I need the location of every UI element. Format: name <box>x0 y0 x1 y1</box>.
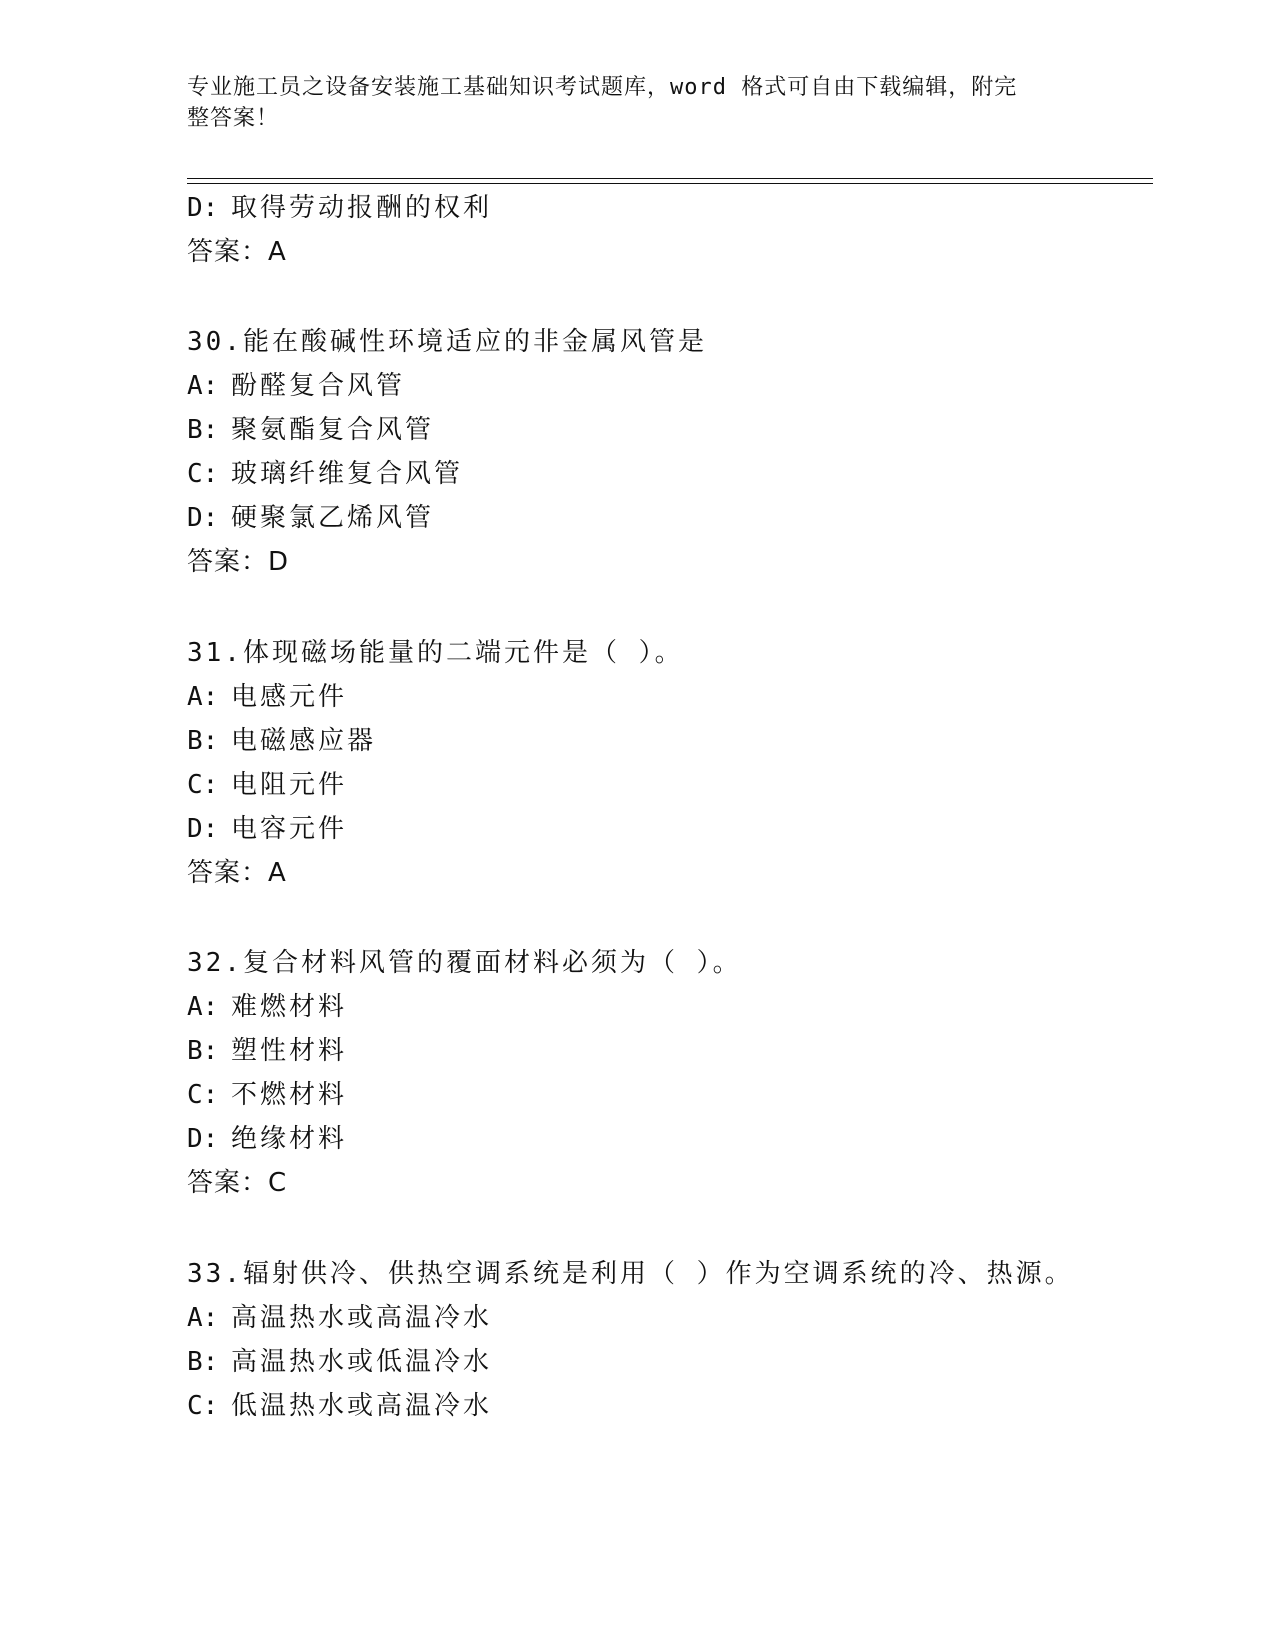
option-a <box>187 1302 492 1334</box>
option-text: 取得劳动报酬的权利 <box>231 193 493 223</box>
option-b <box>187 725 376 757</box>
option-text: 酚醛复合风管 <box>231 371 406 401</box>
option-text: 硬聚氯乙烯风管 <box>231 503 435 533</box>
option-letter: B: <box>187 726 219 756</box>
header-rule-top <box>187 178 1153 179</box>
option-text: 低温热水或高温冷水 <box>231 1391 493 1421</box>
header-text-line-1: 专业施工员之设备安装施工基础知识考试题库，word 格式可自由下载编辑，附完 <box>187 75 1018 100</box>
option-b <box>187 1346 492 1378</box>
option-c <box>187 1079 347 1111</box>
option-letter: B: <box>187 1036 219 1066</box>
option-text: 不燃材料 <box>231 1080 348 1110</box>
option-text: 难燃材料 <box>231 992 348 1022</box>
question-title: 32.复合材料风管的覆面材料必须为（ ）。 <box>187 948 742 978</box>
answer-line: 答案：C <box>187 1168 288 1198</box>
header-text-line-2: 整答案！ <box>187 106 280 131</box>
option-d <box>187 1123 347 1155</box>
answer-line: 答案：A <box>187 858 287 888</box>
option-text: 电感元件 <box>231 682 348 712</box>
option-text: 聚氨酯复合风管 <box>231 415 435 445</box>
option-letter: D: <box>187 193 219 223</box>
option-text: 电阻元件 <box>231 770 348 800</box>
option-letter: A: <box>187 371 219 401</box>
option-a <box>187 370 405 402</box>
option-letter: C: <box>187 1080 219 1110</box>
option-b <box>187 414 434 446</box>
option-letter: B: <box>187 1347 219 1377</box>
option-letter: A: <box>187 1303 219 1333</box>
option-a <box>187 681 347 713</box>
option-letter: D: <box>187 1124 219 1154</box>
option-letter: A: <box>187 682 219 712</box>
option-letter: C: <box>187 1391 219 1421</box>
option-letter: C: <box>187 770 219 800</box>
option-letter: B: <box>187 415 219 445</box>
question-title: 30.能在酸碱性环境适应的非金属风管是 <box>187 327 707 357</box>
option-letter: D: <box>187 814 219 844</box>
option-letter: C: <box>187 459 219 489</box>
question-title: 31.体现磁场能量的二端元件是（ ）。 <box>187 638 684 668</box>
option-b <box>187 1035 347 1067</box>
option-text: 电容元件 <box>231 814 348 844</box>
option-text: 玻璃纤维复合风管 <box>231 459 464 489</box>
option-text: 高温热水或低温冷水 <box>231 1347 493 1377</box>
answer-line: 答案：A <box>187 237 287 267</box>
option-text: 电磁感应器 <box>231 726 377 756</box>
header-rule-bottom <box>187 183 1153 184</box>
option-c <box>187 458 463 490</box>
question-title: 33.辐射供冷、供热空调系统是利用（ ）作为空调系统的冷、热源。 <box>187 1259 1074 1289</box>
option-d <box>187 813 347 845</box>
option-c <box>187 1390 492 1422</box>
answer-line: 答案：D <box>187 547 290 577</box>
option-a <box>187 991 347 1023</box>
option-letter: D: <box>187 503 219 533</box>
option-text: 绝缘材料 <box>231 1124 348 1154</box>
option-text: 塑性材料 <box>231 1036 348 1066</box>
option-letter: A: <box>187 992 219 1022</box>
document-header <box>187 72 1067 134</box>
option-c <box>187 769 347 801</box>
option-d <box>187 502 434 534</box>
option-d <box>187 192 492 224</box>
option-text: 高温热水或高温冷水 <box>231 1303 493 1333</box>
